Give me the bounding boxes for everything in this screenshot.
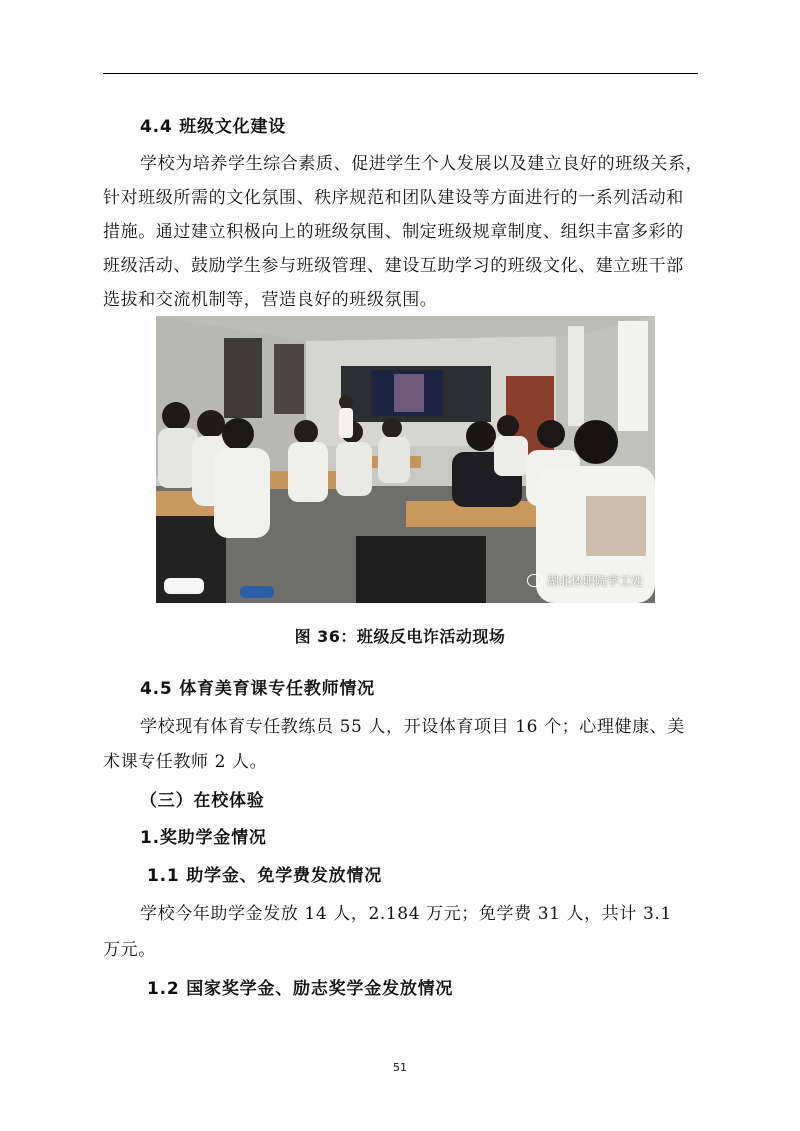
paragraph-line: 学校现有体育专任教练员 55 人，开设体育项目 16 个；心理健康、美 bbox=[140, 717, 685, 737]
paragraph-line: 万元。 bbox=[103, 940, 156, 960]
classroom-scene-illustration bbox=[156, 316, 655, 603]
wechat-icon bbox=[527, 574, 543, 587]
page-number: 51 bbox=[393, 1061, 407, 1074]
section-heading-1-1: 1.1 助学金、免学费发放情况 bbox=[147, 866, 383, 886]
header-rule bbox=[103, 73, 698, 74]
section-heading-1-2: 1.2 国家奖学金、励志奖学金发放情况 bbox=[147, 979, 454, 999]
paragraph-line: 针对班级所需的文化氛围、秩序规范和团队建设等方面进行的一系列活动和 bbox=[103, 188, 684, 208]
paragraph-line: 学校今年助学金发放 14 人，2.184 万元；免学费 31 人，共计 3.1 bbox=[140, 904, 672, 924]
section-heading-1: 1.奖助学金情况 bbox=[140, 828, 267, 848]
watermark-text: 湖北体职院学工处 bbox=[546, 574, 643, 588]
photo-watermark bbox=[527, 572, 643, 589]
part-heading-3: （三）在校体验 bbox=[140, 791, 265, 811]
paragraph-line: 选拔和交流机制等，营造良好的班级氛围。 bbox=[103, 290, 438, 310]
section-heading-4-4: 4.4 班级文化建设 bbox=[140, 117, 287, 137]
classroom-photo bbox=[156, 316, 655, 603]
figure-caption: 图 36：班级反电诈活动现场 bbox=[294, 627, 506, 646]
paragraph-line: 班级活动、鼓励学生参与班级管理、建设互助学习的班级文化、建立班干部 bbox=[103, 256, 684, 276]
section-heading-4-5: 4.5 体育美育课专任教师情况 bbox=[140, 679, 376, 699]
paragraph-line: 措施。通过建立积极向上的班级氛围、制定班级规章制度、组织丰富多彩的 bbox=[103, 222, 684, 242]
paragraph-line: 学校为培养学生综合素质、促进学生个人发展以及建立良好的班级关系， bbox=[140, 154, 704, 174]
paragraph-line: 术课专任教师 2 人。 bbox=[103, 752, 268, 772]
